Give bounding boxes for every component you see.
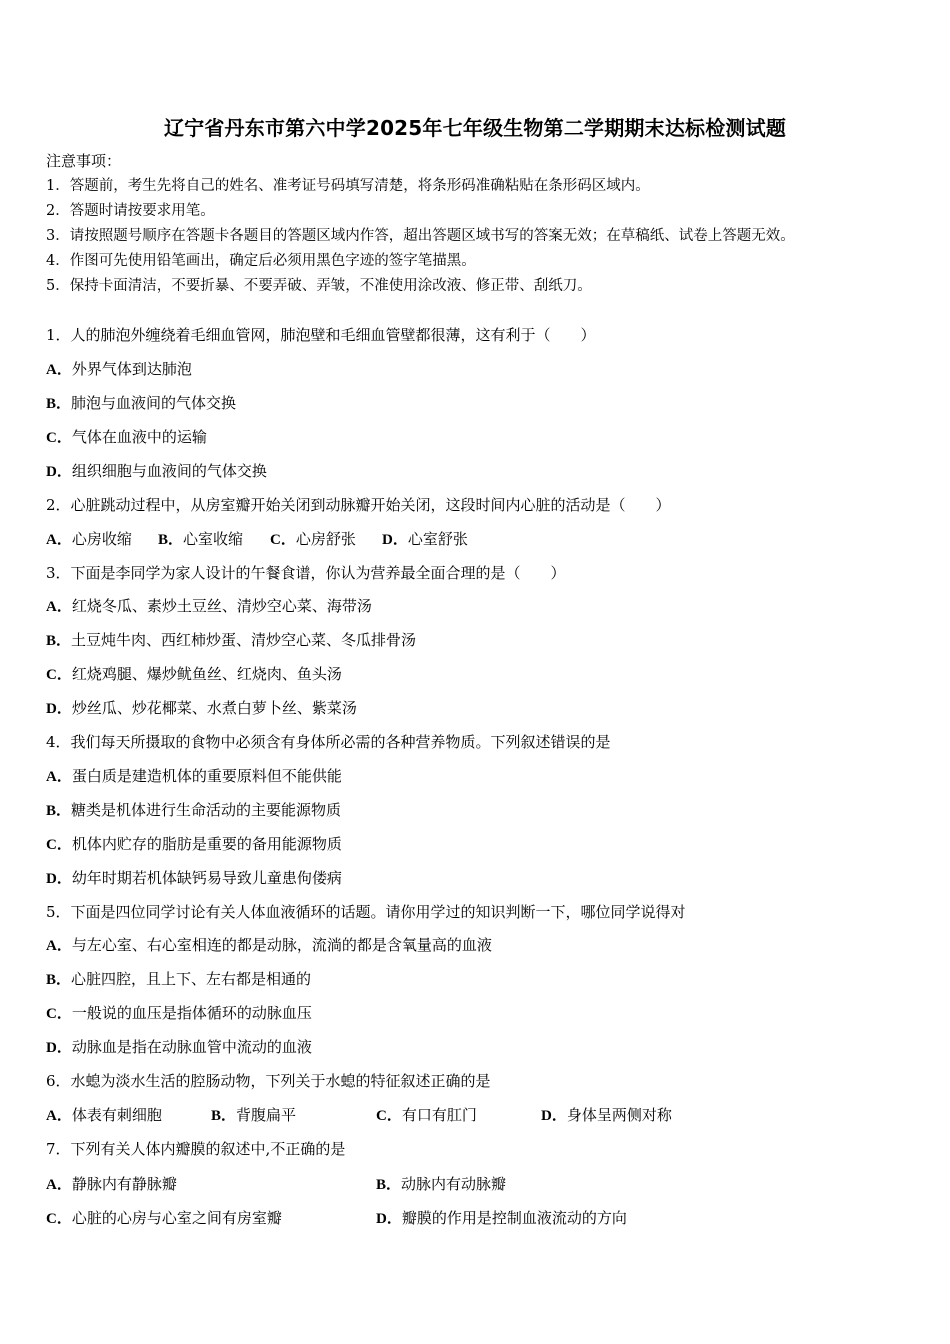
- option-d: [376, 1208, 627, 1229]
- option-text: 心室收缩: [183, 530, 244, 548]
- option-c: [46, 664, 342, 685]
- option-b: [46, 630, 416, 651]
- option-label: B．: [46, 633, 72, 649]
- option-text: 土豆炖牛肉、西红柿炒蛋、清炒空心菜、冬瓜排骨汤: [71, 631, 417, 649]
- option-row: [46, 1208, 627, 1229]
- option-label: A．: [46, 599, 72, 615]
- option-label: A．: [46, 1177, 72, 1193]
- question-stem: 5．下面是四位同学讨论有关人体血液循环的话题。请你用学过的知识判断一下，哪位同学说得对: [46, 903, 686, 921]
- notice-item: 3．请按照题号顺序在答题卡各题目的答题区域内作答，超出答题区域书写的答案无效；在草稿纸、试卷上答题无效。: [46, 228, 795, 244]
- option-a: [46, 529, 158, 550]
- option-b: [158, 529, 270, 550]
- option-b: [376, 1174, 506, 1195]
- option-d: [46, 461, 267, 482]
- option-row: [46, 1174, 506, 1195]
- option-a: [46, 1105, 211, 1126]
- option-label: C．: [46, 1006, 72, 1022]
- option-label: B．: [46, 396, 72, 412]
- option-row: [46, 529, 468, 550]
- option-text: 心脏的心房与心室之间有房室瓣: [71, 1209, 282, 1227]
- option-label: B．: [376, 1177, 402, 1193]
- option-text: 心脏四腔，且上下、左右都是相通的: [71, 970, 312, 988]
- option-text: 瓣膜的作用是控制血液流动的方向: [401, 1209, 627, 1227]
- notice-item: 1．答题前，考生先将自己的姓名、准考证号码填写清楚，将条形码准确粘贴在条形码区域内。: [46, 178, 650, 194]
- option-c: [46, 834, 342, 855]
- page-title: 辽宁省丹东市第六中学2025年七年级生物第二学期期末达标检测试题: [163, 116, 787, 140]
- option-c: [46, 427, 207, 448]
- option-row: [46, 1105, 672, 1126]
- option-text: 气体在血液中的运输: [71, 428, 207, 446]
- option-label: A．: [46, 769, 72, 785]
- option-text: 组织细胞与血液间的气体交换: [71, 462, 267, 480]
- option-text: 动脉内有动脉瓣: [401, 1175, 507, 1193]
- option-b: [46, 969, 311, 990]
- option-a: [46, 596, 372, 617]
- question-stem: 7．下列有关人体内瓣膜的叙述中,不正确的是: [46, 1140, 346, 1158]
- option-text: 心室舒张: [407, 530, 468, 548]
- option-c: [46, 1003, 312, 1024]
- option-text: 糖类是机体进行生命活动的主要能源物质: [71, 801, 342, 819]
- option-label: C．: [46, 667, 72, 683]
- option-label: A．: [46, 938, 72, 954]
- option-c: [46, 1208, 376, 1229]
- option-a: [46, 1174, 376, 1195]
- notice-item: 2．答题时请按要求用笔。: [46, 203, 215, 219]
- option-text: 心房收缩: [71, 530, 132, 548]
- option-text: 红烧鸡腿、爆炒鱿鱼丝、红烧肉、鱼头汤: [71, 665, 342, 683]
- option-text: 背腹扁平: [236, 1106, 297, 1124]
- option-label: D．: [541, 1108, 567, 1124]
- option-label: B．: [211, 1108, 237, 1124]
- option-a: [46, 766, 342, 787]
- question-stem: 3．下面是李同学为家人设计的午餐食谱，你认为营养最全面合理的是（ ）: [46, 564, 566, 582]
- notice-item: 5．保持卡面清洁，不要折暴、不要弄破、弄皱，不准使用涂改液、修正带、刮纸刀。: [46, 278, 592, 294]
- option-text: 蛋白质是建造机体的重要原料但不能供能: [71, 767, 342, 785]
- option-text: 动脉血是指在动脉血管中流动的血液: [71, 1038, 312, 1056]
- question-stem: 4．我们每天所摄取的食物中必须含有身体所必需的各种营养物质。下列叙述错误的是: [46, 733, 611, 751]
- question-stem: 6．水螅为淡水生活的腔肠动物，下列关于水螅的特征叙述正确的是: [46, 1072, 491, 1090]
- option-label: D．: [46, 464, 72, 480]
- option-label: D．: [376, 1211, 402, 1227]
- option-text: 红烧冬瓜、素炒土豆丝、清炒空心菜、海带汤: [71, 597, 372, 615]
- option-a: [46, 935, 492, 956]
- option-text: 心房舒张: [295, 530, 356, 548]
- option-text: 身体呈两侧对称: [566, 1106, 672, 1124]
- option-label: D．: [46, 1040, 72, 1056]
- question-stem: 1．人的肺泡外缠绕着毛细血管网，肺泡壁和毛细血管壁都很薄，这有利于（ ）: [46, 326, 596, 344]
- notice-item: 4．作图可先使用铅笔画出，确定后必须用黑色字迹的签字笔描黑。: [46, 253, 476, 269]
- option-text: 静脉内有静脉瓣: [71, 1175, 177, 1193]
- option-c: [270, 529, 382, 550]
- option-label: D．: [46, 871, 72, 887]
- option-label: C．: [46, 837, 72, 853]
- option-label: C．: [46, 1211, 72, 1227]
- option-label: D．: [382, 532, 408, 548]
- option-b: [211, 1105, 376, 1126]
- option-label: C．: [270, 532, 296, 548]
- option-label: C．: [46, 430, 72, 446]
- option-d: [46, 698, 357, 719]
- option-label: B．: [46, 803, 72, 819]
- option-label: D．: [46, 701, 72, 717]
- option-label: B．: [158, 532, 184, 548]
- option-b: [46, 800, 341, 821]
- option-text: 有口有肛门: [401, 1106, 477, 1124]
- option-label: A．: [46, 362, 72, 378]
- option-text: 外界气体到达肺泡: [71, 360, 192, 378]
- option-text: 一般说的血压是指体循环的动脉血压: [71, 1004, 312, 1022]
- option-text: 炒丝瓜、炒花椰菜、水煮白萝卜丝、紫菜汤: [71, 699, 357, 717]
- option-d: [541, 1105, 672, 1126]
- option-label: A．: [46, 532, 72, 548]
- option-label: C．: [376, 1108, 402, 1124]
- option-c: [376, 1105, 541, 1126]
- notice-heading: 注意事项：: [46, 152, 122, 170]
- option-d: [46, 1037, 312, 1058]
- option-b: [46, 393, 236, 414]
- question-stem: 2．心脏跳动过程中，从房室瓣开始关闭到动脉瓣开始关闭，这段时间内心脏的活动是（ ）: [46, 496, 671, 514]
- option-label: A．: [46, 1108, 72, 1124]
- option-a: [46, 359, 192, 380]
- option-d: [46, 868, 342, 889]
- option-text: 幼年时期若机体缺钙易导致儿童患佝偻病: [71, 869, 342, 887]
- option-text: 机体内贮存的脂肪是重要的备用能源物质: [71, 835, 342, 853]
- option-text: 体表有刺细胞: [71, 1106, 162, 1124]
- option-text: 肺泡与血液间的气体交换: [71, 394, 237, 412]
- option-d: [382, 529, 468, 550]
- option-text: 与左心室、右心室相连的都是动脉，流淌的都是含氧量高的血液: [71, 936, 492, 954]
- option-label: B．: [46, 972, 72, 988]
